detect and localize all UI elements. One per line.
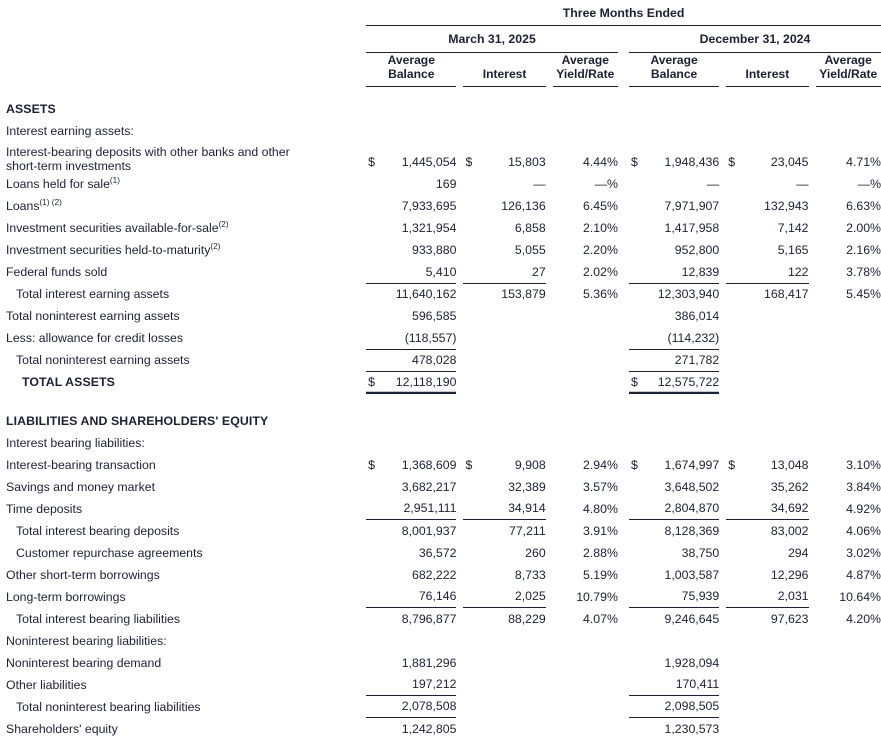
row-label-htm [0,239,366,261]
cell-q4-yield: 10.64% [839,589,881,604]
cell-q1-interest: — [533,177,546,191]
row-label-other-st: Other short-term borrowings [6,567,160,582]
cell-q1-yield: 2.88% [583,545,618,560]
cell-q1-interest: 15,803 [508,155,546,169]
currency-symbol: $ [368,155,375,169]
cell-q4-balance: 38,750 [681,545,720,560]
table-row-ib-transaction [0,454,881,476]
table-row-noninterest-bearing-demand [0,652,881,674]
header-col-line1: Average [387,53,435,67]
row-label-shareholders-equity: Shareholders' equity [6,721,118,736]
subsection-interest-earning-assets: Interest earning assets: [6,124,134,138]
cell-q4-interest: 35,262 [770,479,809,494]
table-row-shareholders-equity [0,718,881,740]
subsection-interest-bearing-liabilities: Interest bearing liabilities: [6,435,145,450]
cell-q4-balance: 1,417,958 [664,221,720,235]
header-col-line1: Interest [745,67,790,81]
cell-q4-interest: 168,417 [742,283,808,305]
cell-q1-interest: 27 [532,264,546,279]
cell-q4-interest: 132,943 [764,199,809,213]
cell-q4-balance: — [706,177,720,191]
table-row-total-noninterest-earning-assets [0,349,881,371]
table-row-total-ib-deposits [0,520,881,542]
cell-q4-balance: 7,971,907 [664,199,720,213]
cell-q1-balance: 596,585 [411,309,457,323]
table-row-total-interest-earning-assets [0,283,881,305]
cell-q1-balance: 12,118,190 [382,371,456,393]
row-label-fed-funds: Federal funds sold [6,265,108,279]
row-label-total-assets: TOTAL ASSETS [22,375,115,389]
header-gap-5 [809,53,816,87]
currency-symbol: $ [630,155,638,169]
cell-q4-yield: 2.16% [846,243,881,257]
table-row-other-liabilities [0,674,881,696]
header-col-line2: Balance [388,67,435,81]
cell-q4-yield: 5.45% [846,287,881,301]
cell-q1-yield: 4.07% [583,611,618,626]
row-label-text: Investment securities held-to-maturity [6,243,211,257]
cell-q1-interest: 88,229 [480,608,546,630]
header-spacer-3 [618,26,629,53]
row-label-allowance: Less: allowance for credit losses [6,331,184,345]
header-gap-4 [719,53,726,87]
header-col-line2: Yield/Rate [819,67,878,81]
cell-q1-balance: 3,682,217 [401,479,457,494]
cell-q1-balance: 76,146 [418,589,457,603]
spacer-row [0,393,881,410]
header-col-yield-q1 [553,53,618,87]
table-row-time-deposits [0,498,881,520]
cell-q4-interest: — [796,177,809,191]
cell-q4-interest: 34,692 [770,501,809,515]
cell-q1-balance: 11,640,162 [382,283,456,305]
cell-q4-balance: 1,674,997 [664,457,720,472]
row-label-total-nibl: Total noninterest bearing liabilities [16,699,201,714]
row-label-loans [0,195,366,217]
row-label-text: Investment securities available-for-sale [6,221,219,235]
table-row-loans [0,195,881,217]
cell-q1-balance: 7,933,695 [401,199,457,213]
table-row-other-short-term-borrowings [0,564,881,586]
cell-q1-yield: 3.57% [583,479,618,494]
cell-q1-interest: 77,211 [480,520,546,542]
currency-symbol: $ [630,457,638,472]
row-label-ib-deposits [0,142,366,173]
cell-q1-interest: 126,136 [501,199,546,213]
row-label-other-liabilities: Other liabilities [6,677,87,692]
cell-q4-yield: 4.20% [846,611,881,626]
cell-q1-balance: 2,078,508 [382,696,456,718]
cell-q1-yield: 2.94% [583,457,618,472]
cell-q4-interest: 122 [787,264,809,279]
header-col-interest-q1 [463,53,545,87]
row-label-line1: Interest-bearing deposits with other banks and other [6,145,290,159]
cell-q4-yield: 3.02% [846,545,881,560]
cell-q1-balance: (118,557) [404,330,457,345]
cell-q4-yield: 3.84% [846,479,881,494]
footnote-marker: (1) (2) [39,197,62,207]
cell-q4-balance: 12,839 [681,264,720,279]
header-col-interest-q4 [726,53,808,87]
cell-q4-yield: 4.06% [846,523,881,538]
header-spacer-2 [0,26,366,53]
cell-q4-interest: 12,296 [770,567,809,582]
footnote-marker: (2) [210,241,221,251]
cell-q4-interest: 7,142 [777,221,809,235]
cell-q4-balance: 386,014 [674,309,720,323]
row-label-total-ibl: Total interest bearing liabilities [16,611,181,626]
cell-q1-yield: 4.80% [583,501,618,516]
table-row-assets-title [0,98,881,120]
table-row-federal-funds-sold [0,261,881,283]
cell-q1-interest: 34,914 [508,501,546,515]
table-row-total-ib-liabilities [0,608,881,630]
cell-q4-balance: 8,128,369 [645,520,719,542]
cell-q4-balance: 3,648,502 [664,479,720,494]
table-row-nibl-title [0,630,881,652]
row-label-afs [0,217,366,239]
cell-q1-balance: 1,881,296 [401,655,457,670]
table-row-customer-repurchase [0,542,881,564]
header-period-december: December 31, 2024 [629,26,881,53]
footnote-marker: (2) [218,219,229,229]
header-gap-1 [456,53,463,87]
table-row-loans-held-for-sale [0,173,881,195]
section-title-assets: ASSETS [6,102,56,116]
cell-q4-balance: 1,928,094 [664,655,720,670]
row-label-text: Loans held for sale [6,177,110,191]
cell-q1-yield: 2.20% [583,243,618,257]
header-spacer [0,0,366,26]
header-row-columns [0,53,881,87]
cell-q1-balance: 1,368,609 [401,457,457,472]
cell-q1-balance: 8,001,937 [382,520,456,542]
table-row-liabilities-title [0,410,881,432]
cell-q4-balance: 271,782 [645,349,719,371]
currency-symbol: $ [728,457,736,472]
row-label-loans-hfs [0,173,366,195]
row-label-line2: short-term investments [6,159,132,173]
header-col-line2: Balance [650,67,698,81]
cell-q1-interest: 8,733 [514,567,546,582]
cell-q1-interest: 260 [525,545,546,560]
cell-q4-yield: 3.10% [846,457,881,472]
cell-q1-balance: 36,572 [418,545,457,560]
cell-q4-balance: 2,804,870 [664,501,720,515]
cell-q1-balance: 478,028 [382,349,456,371]
cell-q4-balance: (114,232) [667,330,720,345]
cell-q4-yield: —% [857,177,881,191]
cell-q1-yield: 5.36% [583,287,618,301]
cell-q1-interest: 153,879 [480,283,546,305]
cell-q1-balance: 2,951,111 [403,501,457,515]
row-label-total-ib-deposits: Total interest bearing deposits [16,523,180,538]
header-period-march: March 31, 2025 [366,26,618,53]
cell-q4-interest: 2,031 [777,589,809,603]
cell-q1-balance: 5,410 [425,264,457,279]
subsection-noninterest-bearing-liabilities: Noninterest bearing liabilities: [6,633,167,648]
cell-q4-yield: 6.63% [846,199,881,213]
row-label-total-iea: Total interest earning assets [16,287,170,301]
footnote-marker: (1) [109,175,120,185]
row-label-total-niea: Total noninterest earning assets [16,353,190,367]
cell-q1-yield: 10.79% [576,589,618,604]
cell-q4-balance: 12,575,722 [645,371,719,393]
currency-symbol: $ [366,371,382,393]
cell-q1-interest: 6,858 [514,221,546,235]
row-label-cust-repo: Customer repurchase agreements [16,545,203,560]
cell-q1-yield: 5.19% [583,567,618,582]
cell-q1-interest: 32,389 [508,479,546,494]
header-col-avg-balance-q4 [629,53,719,87]
cell-q4-balance: 1,230,573 [645,718,719,740]
cell-q4-balance: 12,303,940 [645,283,719,305]
table-row-allowance-credit-losses [0,327,881,349]
table-row-long-term-borrowings [0,586,881,608]
cell-q1-balance: 682,222 [411,567,457,582]
cell-q4-interest: 294 [787,545,809,560]
cell-q1-interest: 2,025 [514,589,546,603]
cell-q4-interest: 83,002 [742,520,808,542]
currency-symbol: $ [465,457,473,472]
cell-q4-balance: 170,411 [675,677,720,691]
header-col-line2: Yield/Rate [556,67,615,81]
table-row-interest-earning-assets-title [0,120,881,142]
table-row-interest-bearing-liabilities-title [0,432,881,454]
currency-symbol: $ [368,457,375,472]
table-row-total-noninterest-earning-assets-gross [0,305,881,327]
row-label-text: Loans [6,199,40,213]
cell-q4-balance: 75,939 [681,589,720,603]
cell-q1-yield: 4.44% [583,155,618,169]
header-col-line1: Average [561,53,609,67]
row-label-total-niea-gross: Total noninterest earning assets [6,309,180,323]
cell-q4-interest: 5,165 [777,243,809,257]
table-row-afs [0,217,881,239]
cell-q4-interest: 13,048 [770,457,809,472]
table-row-savings-money-market [0,476,881,498]
section-title-liabilities: LIABILITIES AND SHAREHOLDERS' EQUITY [6,413,269,428]
table-row-total-assets [0,371,881,393]
cell-q4-interest: 23,045 [770,155,809,169]
cell-q1-balance: 1,445,054 [401,155,457,169]
cell-q4-balance: 9,246,645 [645,608,719,630]
header-col-avg-balance-q1 [366,53,456,87]
cell-q4-yield: 2.00% [846,221,881,235]
row-label-long-term: Long-term borrowings [6,589,126,604]
cell-q1-interest: 5,055 [514,243,546,257]
header-three-months-ended: Three Months Ended [366,0,881,26]
header-spacer-4 [0,53,366,87]
cell-q1-yield: 3.91% [583,523,618,538]
header-row-periods [0,26,881,53]
cell-q1-yield: 2.02% [583,265,618,279]
cell-q4-balance: 1,003,587 [664,567,720,582]
header-col-line1: Average [824,53,872,67]
row-label-nib-demand: Noninterest bearing demand [6,655,162,670]
cell-q4-yield: 4.92% [846,501,881,516]
currency-symbol: $ [629,371,645,393]
cell-q1-balance: 169 [435,177,457,191]
cell-q4-balance: 1,948,436 [664,155,720,169]
header-row-top [0,0,881,26]
header-gap-3 [618,53,629,87]
header-col-yield-q4 [816,53,881,87]
row-label-ib-transaction: Interest-bearing transaction [6,457,156,472]
cell-q1-balance: 1,242,805 [382,718,456,740]
cell-q4-balance: 2,098,505 [645,696,719,718]
cell-q4-yield: 4.71% [846,155,881,169]
header-gap-2 [546,53,553,87]
cell-q1-yield: —% [594,177,618,191]
cell-q4-yield: 4.87% [846,567,881,582]
cell-q1-balance: 8,796,877 [382,608,456,630]
currency-symbol: $ [465,155,473,169]
cell-q1-yield: 2.10% [583,221,618,235]
cell-q1-balance: 1,321,954 [401,221,457,235]
cell-q1-balance: 197,212 [411,677,457,691]
header-col-line1: Interest [482,67,527,81]
cell-q1-interest: 9,908 [514,457,546,472]
currency-symbol: $ [728,155,736,169]
row-label-time-deposits: Time deposits [6,501,83,516]
spacer-row [0,87,881,99]
table-row-ib-deposits [0,142,881,173]
table-row-total-nibl [0,696,881,718]
cell-q4-balance: 952,800 [674,243,720,257]
cell-q4-interest: 97,623 [742,608,808,630]
cell-q1-yield: 6.45% [583,199,618,213]
row-label-savings: Savings and money market [6,479,156,494]
cell-q1-balance: 933,880 [411,243,457,257]
cell-q4-yield: 3.78% [846,265,881,279]
header-col-line1: Average [650,53,698,67]
table-row-htm [0,239,881,261]
